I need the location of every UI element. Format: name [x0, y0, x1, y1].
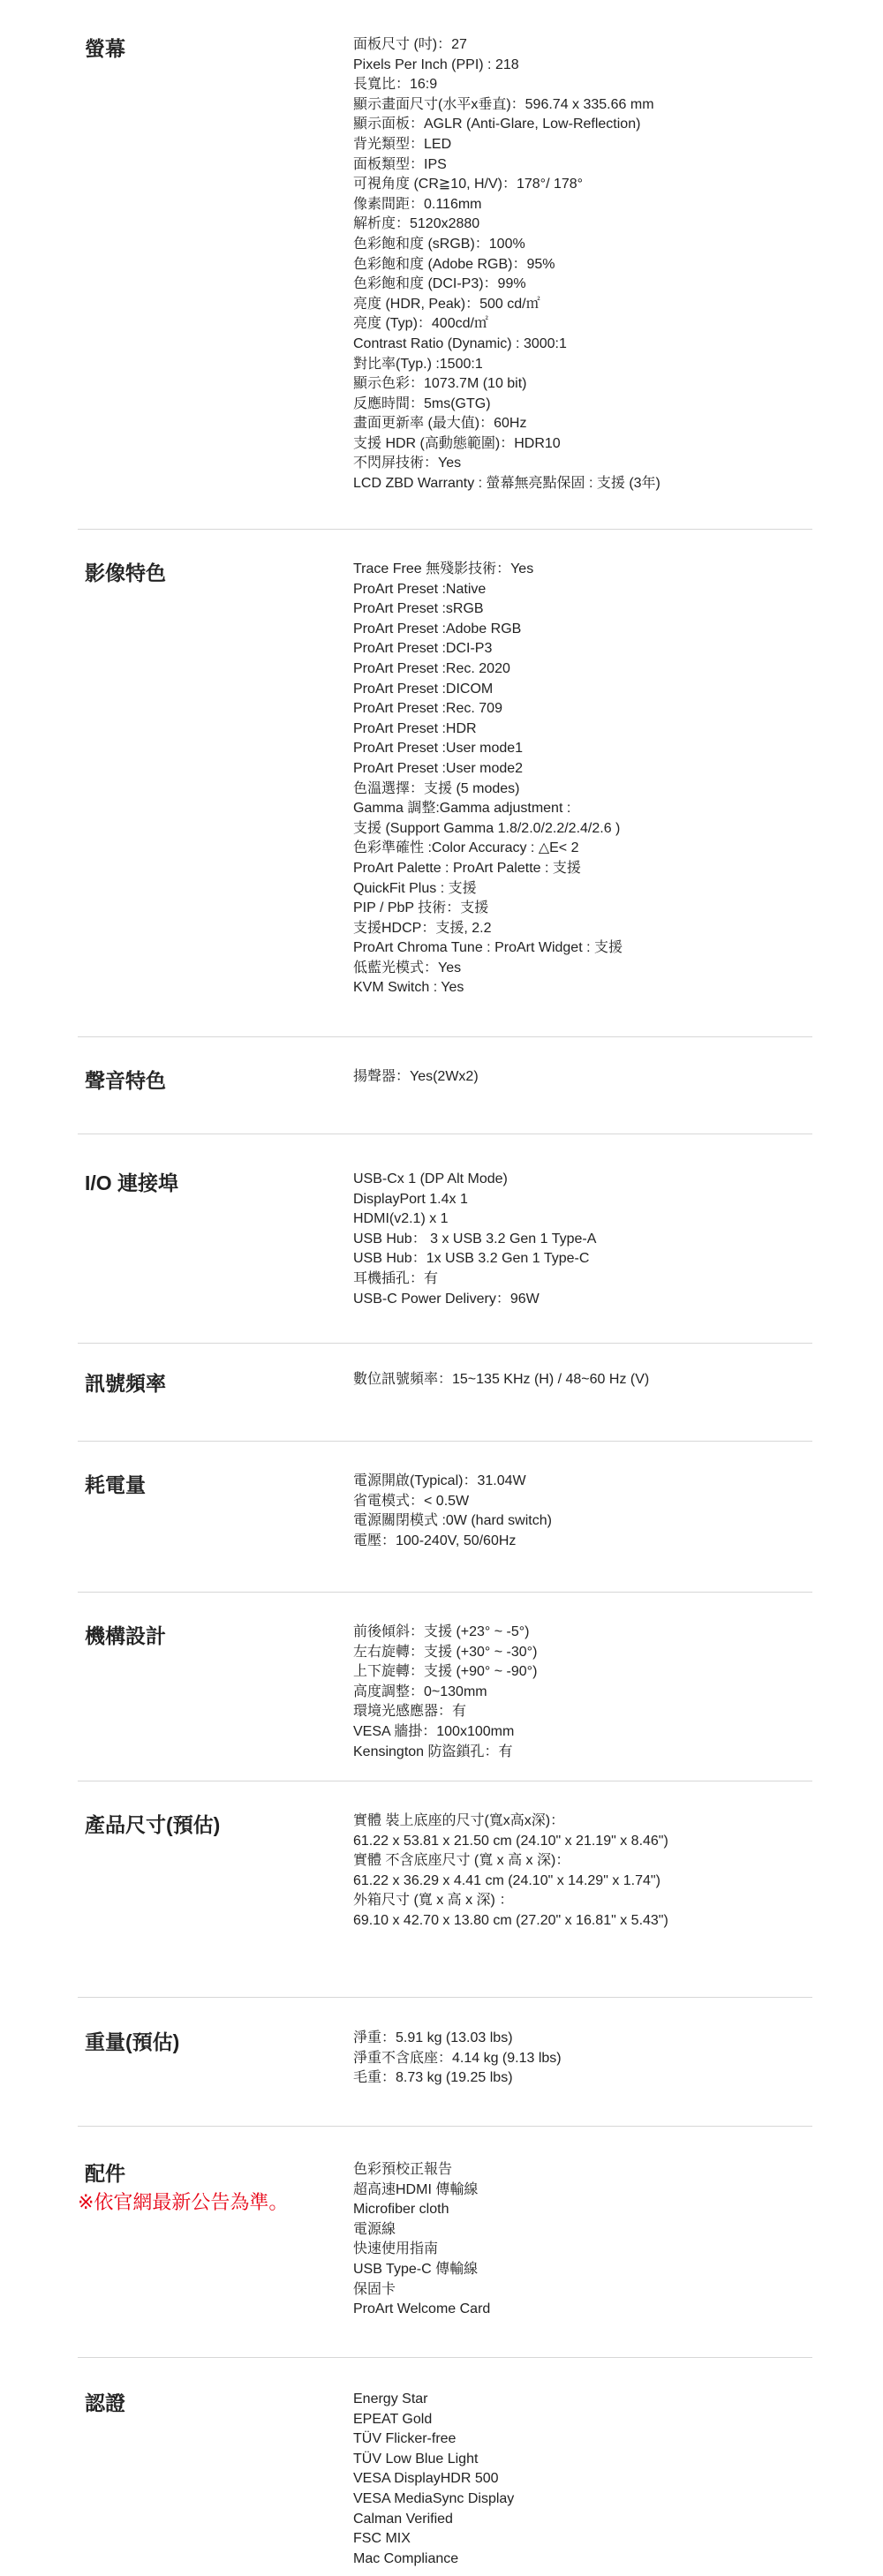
spec-line: 背光類型：LED: [353, 136, 452, 152]
spec-line: Calman Verified: [353, 2511, 453, 2527]
spec-line: 揚聲器：Yes(2Wx2): [353, 1069, 479, 1084]
spec-line: HDMI(v2.1) x 1: [353, 1211, 449, 1227]
section-title: 重量(預估): [85, 2030, 180, 2053]
spec-line: 反應時間：5ms(GTG): [353, 395, 491, 411]
spec-line: 面板類型：IPS: [353, 156, 447, 172]
spec-line: 畫面更新率 (最大值)：60Hz: [353, 416, 527, 432]
spec-line: ProArt Chroma Tune : ProArt Widget : 支援: [353, 940, 623, 956]
spec-line: PIP / PbP 技術：支援: [353, 900, 489, 916]
spec-line: 省電模式：< 0.5W: [353, 1493, 470, 1509]
spec-line: EPEAT Gold: [353, 2411, 433, 2427]
spec-line: 可視角度 (CR≧10, H/V)：178°/ 178°: [353, 177, 584, 192]
spec-line: 面板尺寸 (吋)：27: [353, 37, 467, 52]
spec-line: 電源開啟(Typical)：31.04W: [353, 1473, 526, 1488]
spec-line: USB Hub： 3 x USB 3.2 Gen 1 Type-A: [353, 1231, 597, 1247]
section-title: I/O 連接埠: [85, 1171, 179, 1194]
spec-line: 色溫選擇：支援 (5 modes): [353, 780, 520, 796]
spec-line: ProArt Palette : ProArt Palette : 支援: [353, 860, 581, 876]
spec-line: USB-C Power Delivery：96W: [353, 1291, 540, 1307]
section-divider: [78, 2357, 812, 2358]
spec-line: ProArt Preset :Rec. 2020: [353, 660, 510, 676]
spec-line: 色彩預校正報告: [353, 2162, 453, 2177]
spec-value-list: [353, 35, 812, 494]
spec-line: ProArt Preset :DICOM: [353, 681, 494, 697]
spec-value-list: [353, 1067, 812, 1088]
spec-line: 電壓：100-240V, 50/60Hz: [353, 1533, 517, 1548]
spec-line: 低藍光模式：Yes: [353, 960, 462, 975]
spec-line: ProArt Preset :Native: [353, 581, 487, 597]
section-title: 機構設計: [85, 1624, 166, 1647]
spec-line: 電源線: [353, 2221, 396, 2237]
spec-line: USB Type-C 傳輸線: [353, 2261, 479, 2277]
spec-line: TÜV Flicker-free: [353, 2431, 457, 2447]
spec-line: 前後傾斜：支援 (+23° ~ -5°): [353, 1624, 530, 1639]
spec-value-list: [353, 1170, 812, 1309]
spec-line: 淨重不含底座：4.14 kg (9.13 lbs): [353, 2050, 562, 2066]
section-divider: [78, 529, 812, 530]
spec-line: Mac Compliance: [353, 2550, 459, 2566]
spec-line: VESA DisplayHDR 500: [353, 2471, 499, 2487]
spec-line: VESA MediaSync Display: [353, 2490, 515, 2506]
section-divider: [78, 2126, 812, 2127]
spec-line: 支援 (Support Gamma 1.8/2.0/2.2/2.4/2.6 ): [353, 820, 621, 836]
spec-line: 實體 裝上底座的尺寸(寬x高x深)：: [353, 1813, 565, 1828]
spec-line: 耳機插孔：有: [353, 1270, 439, 1286]
spec-value-list: [353, 2029, 812, 2089]
spec-line: QuickFit Plus : 支援: [353, 880, 477, 896]
section-title: 認證: [85, 2391, 125, 2414]
spec-line: 顯示色彩：1073.7M (10 bit): [353, 376, 527, 392]
spec-line: 61.22 x 36.29 x 4.41 cm (24.10" x 14.29" x 1.74"): [353, 1872, 660, 1888]
section-title: 聲音特色: [85, 1069, 166, 1092]
spec-line: 支援 HDR (高動態範圍)：HDR10: [353, 435, 561, 451]
spec-line: DisplayPort 1.4x 1: [353, 1191, 468, 1207]
spec-line: 支援HDCP：支援, 2.2: [353, 920, 492, 936]
spec-line: 解析度：5120x2880: [353, 216, 480, 232]
spec-line: ProArt Preset :User mode1: [353, 741, 524, 757]
spec-line: 實體 不含底座尺寸 (寬 x 高 x 深)：: [353, 1853, 570, 1869]
spec-value-list: [353, 2160, 812, 2320]
section-title: 影像特色: [85, 561, 166, 584]
section-title: 螢幕: [85, 37, 125, 60]
spec-line: TÜV Low Blue Light: [353, 2451, 479, 2467]
spec-line: 亮度 (HDR, Peak)：500 cd/㎡: [353, 296, 540, 312]
spec-line: Gamma 調整:Gamma adjustment :: [353, 801, 571, 817]
spec-line: 色彩飽和度 (sRGB)：100%: [353, 236, 525, 252]
section-title: 耗電量: [85, 1473, 146, 1496]
spec-line: Microfiber cloth: [353, 2202, 449, 2218]
spec-value-list: [353, 1472, 812, 1551]
spec-line: 亮度 (Typ)：400cd/㎡: [353, 316, 488, 332]
spec-line: 電源關閉模式 :0W (hard switch): [353, 1513, 552, 1529]
spec-line: 上下旋轉：支援 (+90° ~ -90°): [353, 1664, 538, 1680]
section-divider: [78, 1441, 812, 1442]
spec-line: USB-Cx 1 (DP Alt Mode): [353, 1171, 508, 1186]
spec-line: 數位訊號頻率：15~135 KHz (H) / 48~60 Hz (V): [353, 1372, 650, 1387]
spec-line: 像素間距：0.116mm: [353, 196, 482, 212]
spec-line: 色彩飽和度 (DCI-P3)：99%: [353, 276, 526, 292]
section-divider: [78, 1997, 812, 1998]
spec-line: 左右旋轉：支援 (+30° ~ -30°): [353, 1644, 538, 1660]
spec-line: 顯示面板：AGLR (Anti-Glare, Low-Reflection): [353, 117, 641, 132]
section-divider: [78, 1036, 812, 1037]
spec-line: 長寬比：16:9: [353, 77, 438, 93]
spec-value-list: [353, 1370, 812, 1390]
spec-value-list: [353, 1623, 812, 1762]
spec-value-list: [353, 2390, 812, 2569]
spec-line: KVM Switch : Yes: [353, 980, 464, 996]
spec-line: 61.22 x 53.81 x 21.50 cm (24.10" x 21.19" x 8.46"): [353, 1833, 668, 1849]
section-note: ※依官網最新公告為準。: [78, 2191, 289, 2213]
spec-line: USB Hub：1x USB 3.2 Gen 1 Type-C: [353, 1251, 590, 1267]
spec-line: ProArt Preset :User mode2: [353, 760, 524, 776]
section-divider: [78, 1343, 812, 1344]
spec-line: 外箱尺寸 (寬 x 高 x 深) ：: [353, 1893, 514, 1909]
spec-line: Contrast Ratio (Dynamic) : 3000:1: [353, 335, 567, 351]
spec-line: ProArt Preset :Adobe RGB: [353, 621, 522, 636]
spec-line: 快速使用指南: [353, 2241, 439, 2257]
section-title: 產品尺寸(預估): [85, 1813, 221, 1836]
spec-line: 色彩準確性 :Color Accuracy : △E< 2: [353, 840, 579, 856]
spec-line: Kensington 防盜鎖孔：有: [353, 1744, 513, 1759]
spec-line: 超高速HDMI 傳輸線: [353, 2181, 479, 2197]
spec-line: Trace Free 無殘影技術：Yes: [353, 561, 534, 576]
spec-value-list: [353, 1811, 812, 1932]
spec-line: FSC MIX: [353, 2531, 411, 2547]
spec-line: 色彩飽和度 (Adobe RGB)：95%: [353, 256, 555, 272]
spec-line: ProArt Welcome Card: [353, 2301, 491, 2317]
spec-line: 保固卡: [353, 2281, 396, 2297]
spec-line: ProArt Preset :Rec. 709: [353, 701, 502, 717]
spec-line: VESA 牆掛：100x100mm: [353, 1723, 515, 1739]
spec-line: ProArt Preset :sRGB: [353, 601, 484, 617]
spec-line: Pixels Per Inch (PPI) : 218: [353, 56, 519, 72]
spec-line: 毛重：8.73 kg (19.25 lbs): [353, 2070, 513, 2086]
section-divider: [78, 1592, 812, 1593]
spec-value-list: [353, 560, 812, 998]
spec-line: 淨重：5.91 kg (13.03 lbs): [353, 2030, 513, 2045]
section-title: 配件: [85, 2162, 125, 2185]
spec-line: 對比率(Typ.) :1500:1: [353, 356, 483, 372]
spec-line: LCD ZBD Warranty : 螢幕無亮點保固 : 支援 (3年): [353, 476, 660, 492]
spec-line: 顯示畫面尺寸(水平x垂直)：596.74 x 335.66 mm: [353, 96, 654, 112]
section-title: 訊號頻率: [85, 1372, 166, 1395]
spec-line: 不閃屏技術：Yes: [353, 456, 462, 471]
spec-line: Energy Star: [353, 2391, 428, 2407]
spec-line: ProArt Preset :HDR: [353, 720, 477, 736]
spec-line: 環境光感應器：有: [353, 1704, 467, 1720]
spec-line: 69.10 x 42.70 x 13.80 cm (27.20" x 16.81" x 5.43"): [353, 1912, 668, 1928]
spec-line: 高度調整：0~130mm: [353, 1683, 487, 1699]
spec-line: ProArt Preset :DCI-P3: [353, 641, 493, 657]
